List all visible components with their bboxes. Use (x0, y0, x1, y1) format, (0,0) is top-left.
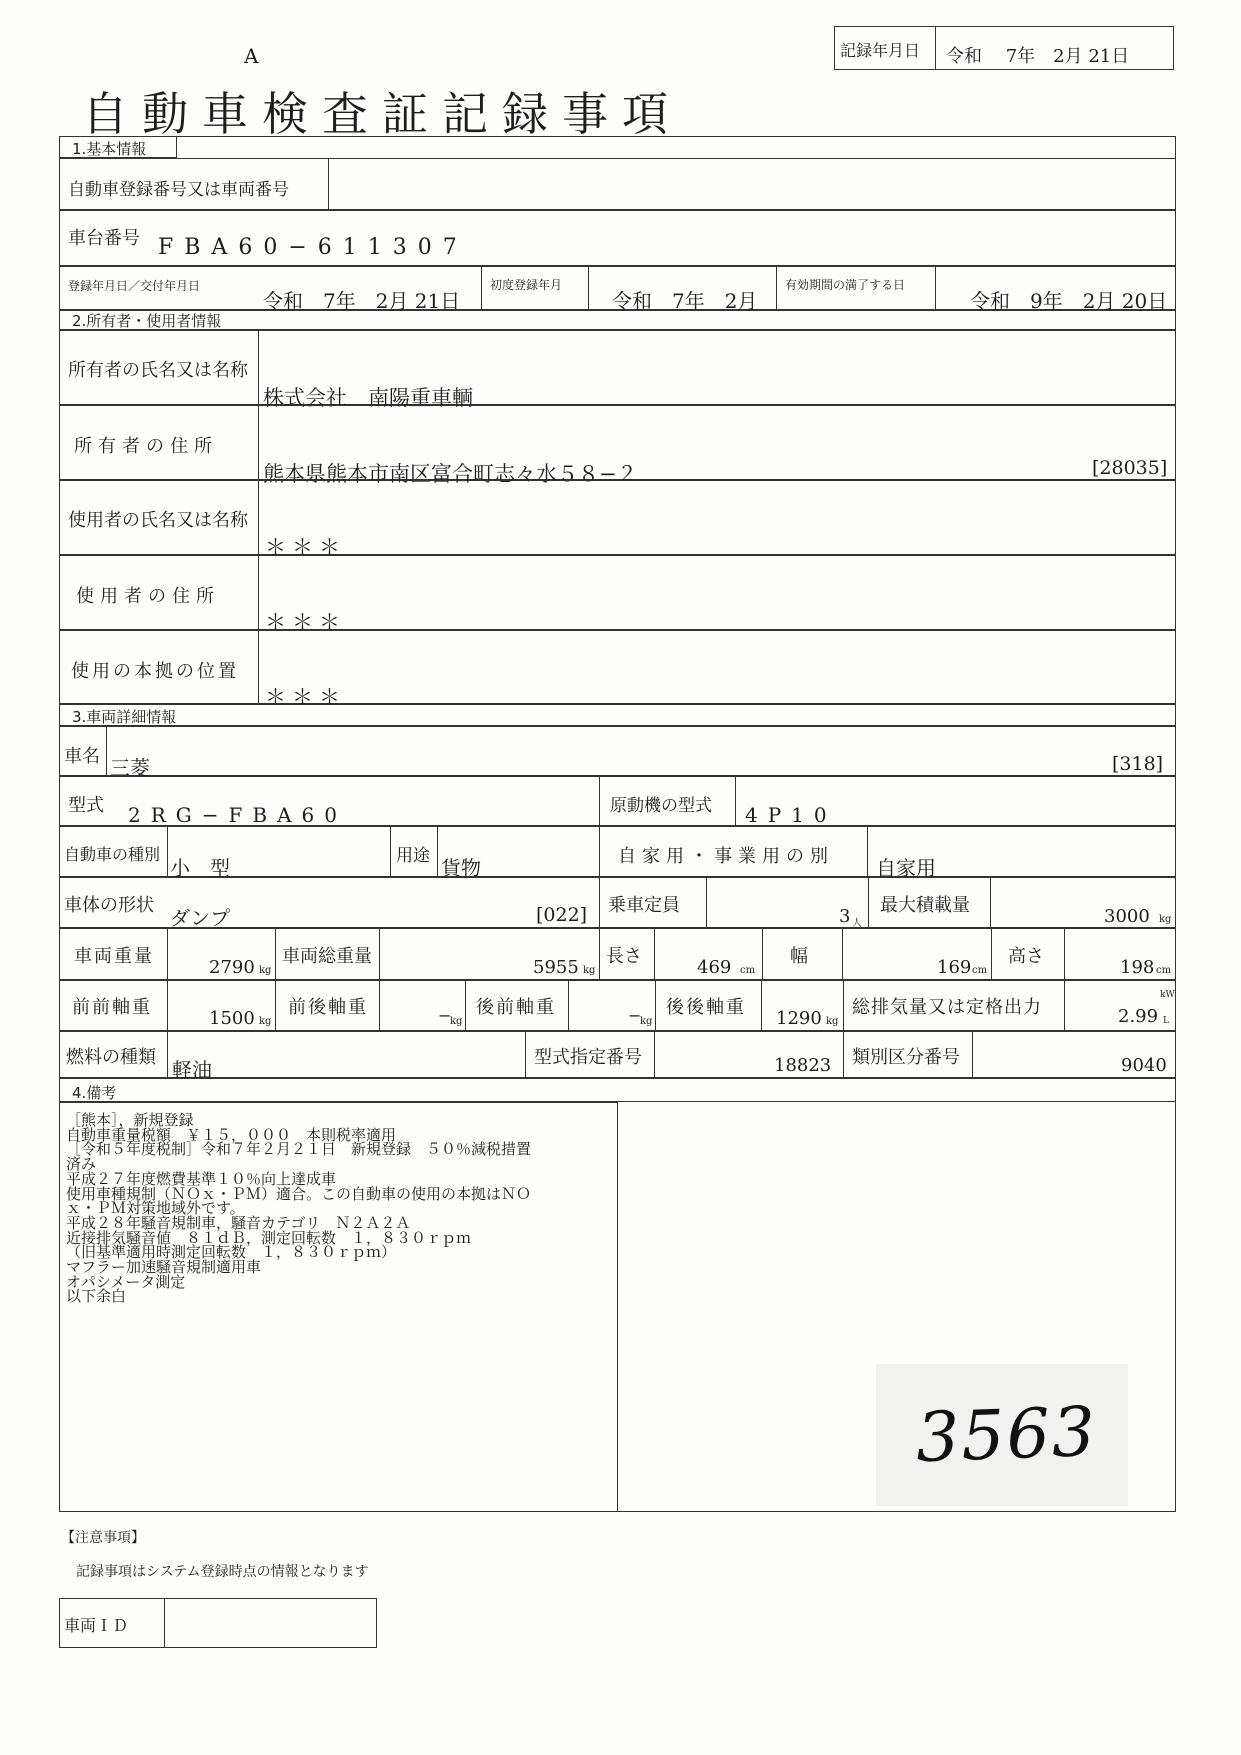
width-unit: cm (972, 965, 988, 976)
gross-unit: kg (583, 965, 596, 976)
use-label: 用途 (396, 846, 430, 866)
reg-no-label: 自動車登録番号又は車両番号 (68, 180, 289, 200)
kind-value: 小 型 (170, 856, 230, 880)
expiry-label: 有効期間の満了する日 (785, 278, 906, 292)
document-title: 自動車検査証記録事項 (82, 87, 682, 141)
remarks-line: 使用車種規制（ＮＯｘ・ＰＭ）適合。この自動車の使用の本拠はＮＯ (66, 1184, 532, 1203)
owner-name-label: 所有者の氏名又は名称 (68, 360, 248, 381)
remarks-line: 平成２７年度燃費基準１０％向上達成車 (66, 1169, 337, 1188)
remarks-line: 済み (66, 1155, 97, 1174)
remarks-text (66, 1113, 616, 1304)
rf-label: 後前軸重 (476, 997, 556, 1018)
remarks-line: （旧基準適用時測定回転数 １，８３０ｒｐｍ） (66, 1243, 397, 1262)
section-vehicle-title: 3.車両詳細情報 (72, 708, 177, 726)
body-value: ダンプ (170, 906, 231, 930)
vehicle-id-label: 車両ＩＤ (64, 1616, 129, 1635)
disp-unit-top: kW (1160, 990, 1175, 1000)
page-marker: A (244, 44, 259, 68)
rr-unit: kg (826, 1016, 839, 1027)
kind-label: 自動車の種別 (64, 845, 161, 864)
section-remarks-header (59, 1078, 1176, 1102)
height-unit: cm (1156, 965, 1172, 976)
capacity-value: 3 (839, 906, 851, 927)
rf-unit: kg (640, 1016, 653, 1027)
body-label: 車体の形状 (64, 895, 154, 916)
first-reg-label: 初度登録年月 (490, 278, 563, 292)
disp-label: 総排気量又は定格出力 (852, 997, 1042, 1018)
use-value: 貨物 (441, 856, 481, 880)
car-name-value: 三菱 (110, 756, 150, 780)
max-load-label: 最大積載量 (880, 895, 970, 916)
owner-address-label: 所有者の住所 (74, 436, 218, 457)
weight-unit: kg (259, 965, 272, 976)
disp-value: 2.99 (1118, 1006, 1159, 1027)
user-address-value: ＊＊＊ (265, 610, 346, 634)
type-no-label: 型式指定番号 (534, 1047, 642, 1068)
max-load-value: 3000 (1104, 906, 1150, 927)
length-label: 長さ (606, 946, 642, 967)
remarks-line: 平成２８年騒音規制車，騒音カテゴリ Ｎ２Ａ２Ａ (66, 1213, 411, 1232)
chassis-label: 車台番号 (68, 228, 140, 249)
remarks-line: 自動車重量税額 ￥１５，０００ 本則税率適用 (66, 1125, 397, 1144)
ff-label: 前前軸重 (72, 997, 152, 1018)
height-label: 高さ (1008, 946, 1044, 967)
body-code: [022] (536, 904, 588, 926)
rr-value: 1290 (776, 1008, 822, 1029)
owner-address-code: [28035] (1092, 457, 1168, 479)
notes-text: 記録事項はシステム登録時点の情報となります (76, 1564, 369, 1580)
capacity-label: 乗車定員 (608, 895, 680, 916)
section-owner-title: 2.所有者・使用者情報 (72, 312, 222, 330)
weight-label: 車両重量 (74, 946, 154, 967)
owner-name-value: 株式会社 南陽重車輌 (263, 386, 473, 410)
private-label: 自家用・事業用の別 (618, 846, 834, 867)
fr-value: − (438, 1006, 452, 1025)
user-name-label: 使用者の氏名又は名称 (68, 510, 248, 531)
model-value: 2RG−FBA60 (128, 803, 347, 827)
private-value: 自家用 (876, 856, 936, 880)
remarks-line: ［令和５年度税制］令和７年２月２１日 新規登録 ５０％減税措置 (66, 1140, 532, 1159)
rf-value: − (628, 1006, 642, 1025)
section-owner-header (59, 310, 1176, 330)
gross-value: 5955 (533, 957, 579, 978)
engine-label: 原動機の型式 (610, 796, 712, 816)
remarks-line: ｘ・ＰＭ対策地域外です。 (66, 1199, 245, 1218)
width-value: 169 (937, 957, 972, 978)
type-no-value: 18823 (774, 1055, 832, 1076)
weight-value: 2790 (209, 957, 255, 978)
class-no-label: 類別区分番号 (852, 1047, 960, 1068)
class-no-value: 9040 (1121, 1055, 1167, 1076)
section-basic-title: 1.基本情報 (72, 140, 147, 158)
length-value: 469 (697, 957, 732, 978)
first-reg-value: 令和 7年 2月 (612, 289, 758, 313)
user-address-label: 使用者の住所 (76, 586, 220, 607)
fr-unit: kg (450, 1016, 463, 1027)
base-location-value: ＊＊＊ (265, 685, 346, 709)
owner-address-value: 熊本県熊本市南区富合町志々水５８−２ (263, 462, 638, 486)
width-label: 幅 (790, 946, 808, 967)
length-unit: cm (740, 965, 756, 976)
disp-unit-bottom: L (1163, 1016, 1169, 1026)
capacity-unit: 人 (852, 918, 862, 929)
row-car-name (59, 726, 1176, 776)
car-name-code: [318] (1112, 753, 1164, 775)
expiry-value: 令和 9年 2月 20日 (970, 289, 1168, 313)
car-name-label: 車名 (64, 746, 100, 767)
max-load-unit: kg (1159, 914, 1172, 925)
remarks-line: ［熊本］，新規登録 (66, 1111, 194, 1129)
section-remarks-title: 4.備考 (72, 1084, 117, 1102)
ff-value: 1500 (209, 1008, 255, 1029)
reg-date-value: 令和 7年 2月 21日 (263, 289, 461, 313)
height-value: 198 (1120, 957, 1155, 978)
fuel-label: 燃料の種類 (66, 1047, 156, 1068)
reg-date-label: 登録年月日／交付年月日 (68, 279, 201, 293)
engine-value: 4P10 (745, 803, 837, 827)
remarks-line: マフラー加速騒音規制適用車 (66, 1258, 262, 1277)
record-date-label: 記録年月日 (840, 41, 921, 60)
chassis-value: FBA60−611307 (158, 235, 468, 260)
model-label: 型式 (68, 795, 104, 816)
rr-label: 後後軸重 (666, 997, 746, 1018)
gross-label: 車両総重量 (282, 946, 372, 967)
remarks-line: 近接排気騒音値 ８１ｄＢ，測定回転数 １，８３０ｒｐｍ (66, 1228, 472, 1247)
record-date-value: 令和 7年 2月 21日 (946, 46, 1130, 67)
remarks-line: 以下余白 (66, 1287, 127, 1306)
ff-unit: kg (259, 1016, 272, 1027)
section-vehicle-header (59, 704, 1176, 726)
fuel-value: 軽油 (172, 1058, 212, 1082)
notes-heading: 【注意事項】 (61, 1530, 145, 1546)
fr-label: 前後軸重 (288, 997, 368, 1018)
handwritten-number: 3563 (914, 1392, 1099, 1479)
remarks-line: オパシメータ測定 (66, 1272, 186, 1291)
user-name-value: ＊＊＊ (265, 535, 346, 559)
base-location-label: 使用の本拠の位置 (71, 661, 239, 682)
